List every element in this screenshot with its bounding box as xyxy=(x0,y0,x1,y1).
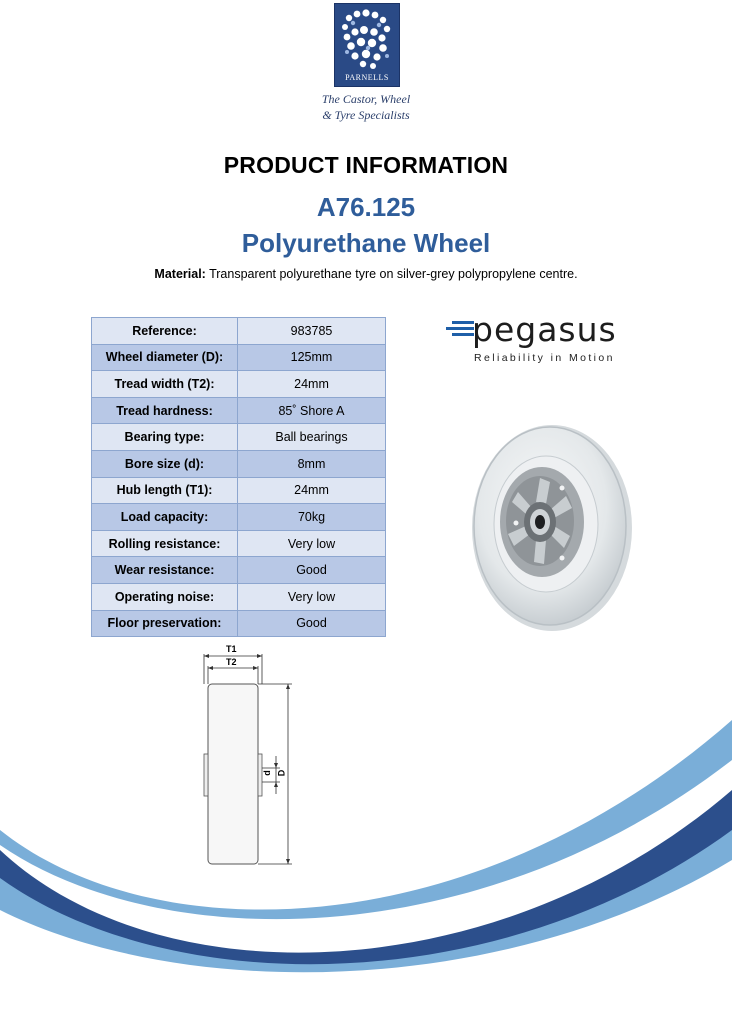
dimension-label-t2: T2 xyxy=(226,657,237,667)
material-text: Transparent polyurethane tyre on silver-grey polypropylene centre. xyxy=(209,267,578,281)
product-code: A76.125 xyxy=(316,192,416,222)
dimension-label-d: d xyxy=(261,770,272,776)
spec-label: Hub length (T1): xyxy=(92,477,238,504)
wheel-photo xyxy=(466,418,636,636)
spec-value: Good xyxy=(238,610,386,637)
tagline-line-2: & Tyre Specialists xyxy=(322,108,410,122)
logo-name: PARNELLS xyxy=(345,73,389,82)
spec-value: Very low xyxy=(238,583,386,610)
spec-value: 983785 xyxy=(238,318,386,345)
spec-value: Very low xyxy=(238,530,386,557)
spec-label: Wear resistance: xyxy=(92,557,238,584)
spec-label: Tread hardness: xyxy=(92,397,238,424)
spec-value: Ball bearings xyxy=(238,424,386,451)
pegasus-speed-lines-icon xyxy=(446,320,474,338)
spec-label: Bore size (d): xyxy=(92,450,238,477)
dimension-label-D: D xyxy=(276,769,287,777)
material-label: Material: xyxy=(154,267,206,281)
footer-wave-decoration xyxy=(0,700,732,1024)
dimension-label-t1: T1 xyxy=(226,644,237,654)
spec-row xyxy=(92,371,386,398)
spec-value: 8mm xyxy=(238,450,386,477)
material-line xyxy=(0,267,732,281)
spec-value: Good xyxy=(238,557,386,584)
spec-row xyxy=(92,450,386,477)
spec-label: Wheel diameter (D): xyxy=(92,344,238,371)
spec-row xyxy=(92,424,386,451)
product-information-heading: PRODUCT INFORMATION xyxy=(223,152,509,178)
parnells-logo xyxy=(334,3,400,87)
spec-value: 85˚ Shore A xyxy=(238,397,386,424)
spec-value: 24mm xyxy=(238,371,386,398)
spec-row xyxy=(92,397,386,424)
spec-label: Rolling resistance: xyxy=(92,530,238,557)
spec-row xyxy=(92,610,386,637)
pegasus-wordmark: pegasus xyxy=(472,310,617,349)
spec-label: Load capacity: xyxy=(92,504,238,531)
spec-row xyxy=(92,557,386,584)
spec-row xyxy=(92,583,386,610)
spec-value: 24mm xyxy=(238,477,386,504)
spec-row xyxy=(92,344,386,371)
spec-table xyxy=(91,317,386,637)
spec-row xyxy=(92,477,386,504)
spec-label: Reference: xyxy=(92,318,238,345)
spec-row xyxy=(92,504,386,531)
spec-label: Floor preservation: xyxy=(92,610,238,637)
spec-value: 125mm xyxy=(238,344,386,371)
pegasus-logo xyxy=(446,312,626,372)
spec-row xyxy=(92,530,386,557)
spec-label: Bearing type: xyxy=(92,424,238,451)
tagline-line-1: The Castor, Wheel xyxy=(321,92,411,106)
product-name: Polyurethane Wheel xyxy=(241,228,491,258)
spec-label: Operating noise: xyxy=(92,583,238,610)
spec-row xyxy=(92,318,386,345)
pegasus-slogan: Reliability in Motion xyxy=(474,352,615,364)
spec-value: 70kg xyxy=(238,504,386,531)
spec-label: Tread width (T2): xyxy=(92,371,238,398)
